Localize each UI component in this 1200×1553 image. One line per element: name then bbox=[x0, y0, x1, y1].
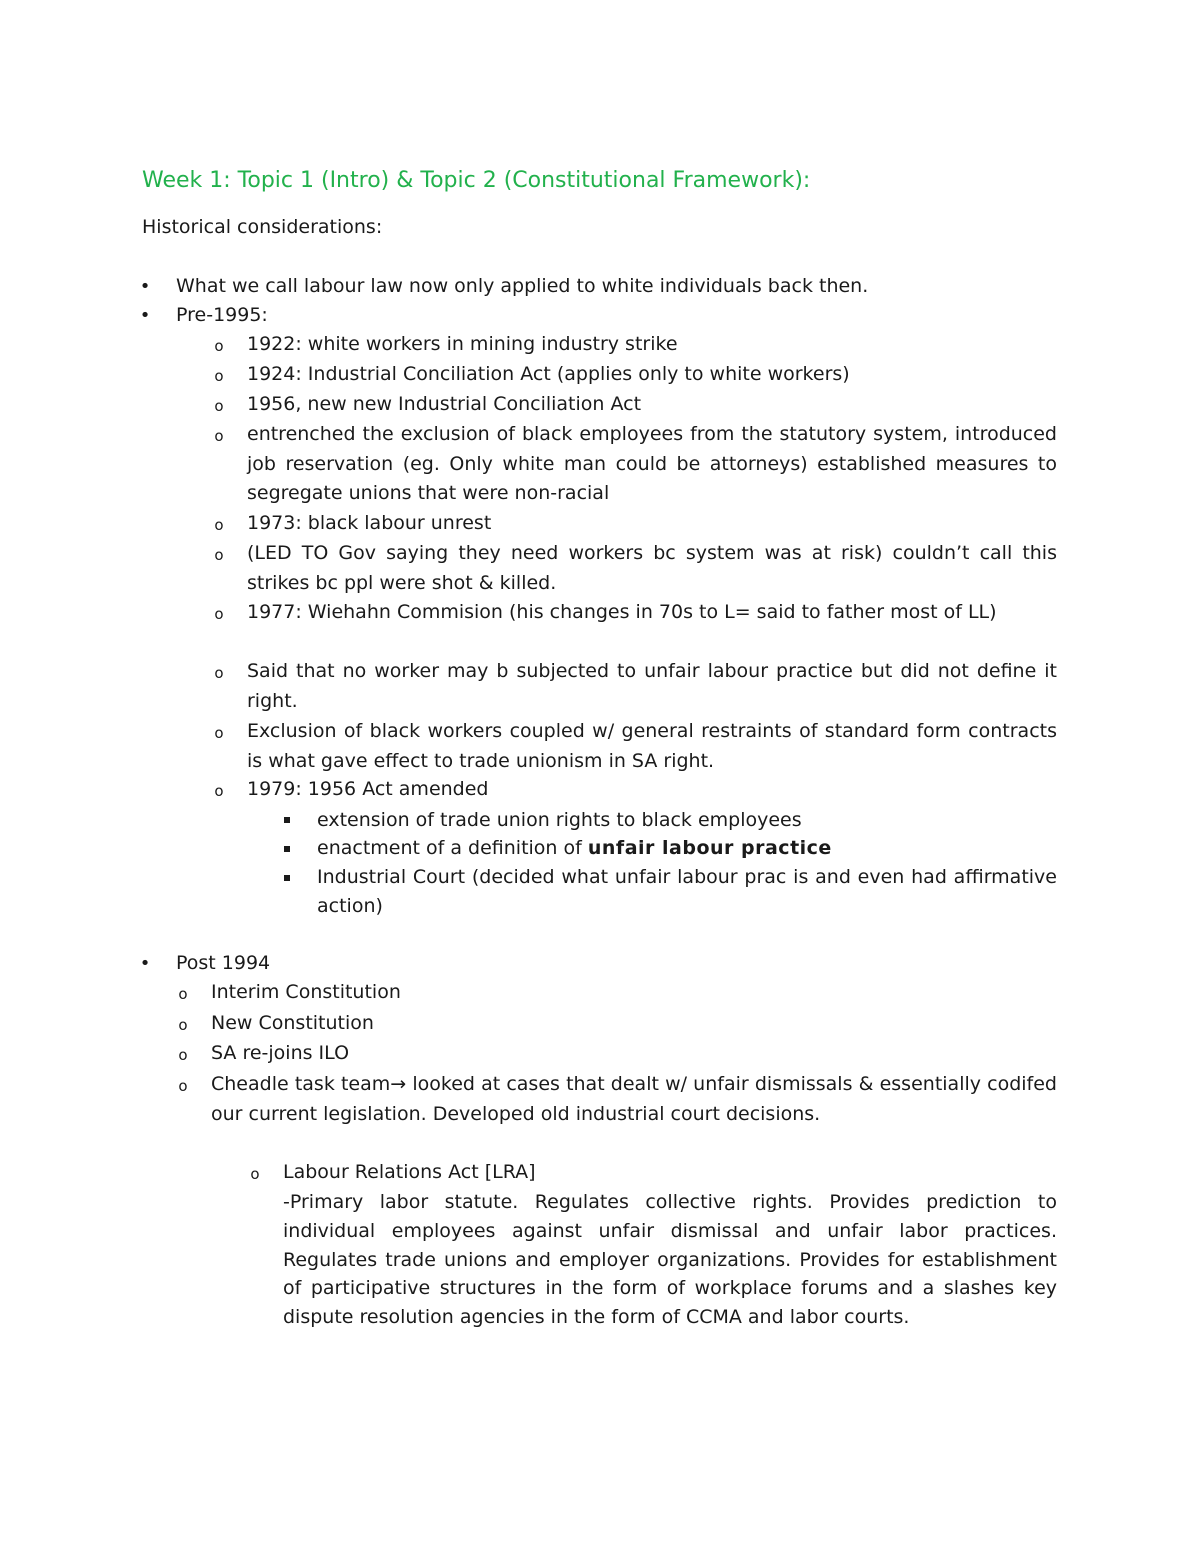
list-item: (LED TO Gov saying they need workers bc system was at risk) couldn’t call this strikes bc ppl were shot & killed. bbox=[247, 542, 1057, 594]
bullet-dot-icon: • bbox=[139, 953, 151, 974]
bullet-circle-icon: o bbox=[214, 337, 224, 355]
bullet-circle-icon: o bbox=[178, 1016, 188, 1034]
list-item: 1973: black labour unrest bbox=[247, 512, 492, 534]
bullet-square-icon bbox=[284, 817, 290, 823]
amend-text: enactment of a definition of bbox=[317, 837, 588, 859]
list-item: Said that no worker may b subjected to unfair labour practice but did not define it right. bbox=[247, 660, 1057, 712]
list-item: Interim Constitution bbox=[211, 981, 401, 1003]
list-item: Pre-1995: bbox=[176, 304, 268, 326]
bullet-square-icon bbox=[284, 846, 290, 852]
list-item: New Constitution bbox=[211, 1012, 374, 1034]
bullet-circle-icon: o bbox=[214, 397, 224, 415]
bullet-square-icon bbox=[284, 875, 290, 881]
bullet-circle-icon: o bbox=[214, 427, 224, 445]
key-term: unfair labour practice bbox=[587, 837, 832, 859]
bullet-circle-icon: o bbox=[214, 546, 224, 564]
lra-description: -Primary labor statute. Regulates collective rights. Provides prediction to individual employees against unfair dismissal and unfair labor practices. Regulates trade unions and employer organizations. Provides for establishment of participative structures in the form of workplace forums and a slashes key dispute resolution agencies in the form of CCMA and labor courts. bbox=[283, 1191, 1057, 1329]
list-item: 1977: Wiehahn Commision (his changes in 70s to L= said to father most of LL) bbox=[247, 601, 997, 623]
bullet-circle-icon: o bbox=[214, 367, 224, 385]
list-item: extension of trade union rights to black employees bbox=[317, 809, 802, 831]
list-item: entrenched the exclusion of black employees from the statutory system, introduced job reservation (eg. Only white man could be attorneys) established measures to segregate unions that were non-racial bbox=[247, 423, 1057, 504]
bullet-dot-icon: • bbox=[139, 305, 151, 326]
bullet-circle-icon: o bbox=[214, 782, 224, 800]
bullet-circle-icon: o bbox=[214, 724, 224, 742]
list-item: What we call labour law now only applied to white individuals back then. bbox=[176, 275, 869, 297]
list-item: 1979: 1956 Act amended bbox=[247, 778, 489, 800]
bullet-dot-icon: • bbox=[139, 276, 151, 297]
list-item: 1922: white workers in mining industry strike bbox=[247, 333, 678, 355]
cheadle-text: looked at cases that dealt w/ unfair dismissals & essentially codifed our current legislation. Developed old industrial court decisions. bbox=[211, 1073, 1057, 1125]
list-item bbox=[317, 834, 832, 863]
page-title: Week 1: Topic 1 (Intro) & Topic 2 (Constitutional Framework): bbox=[142, 168, 811, 193]
bullet-circle-icon: o bbox=[214, 605, 224, 623]
list-item bbox=[211, 1070, 1057, 1129]
bullet-circle-icon: o bbox=[250, 1165, 260, 1183]
bullet-circle-icon: o bbox=[178, 1077, 188, 1095]
list-item: SA re-joins ILO bbox=[211, 1042, 350, 1064]
list-item: 1956, new new Industrial Conciliation Act bbox=[247, 393, 642, 415]
list-item: Labour Relations Act [LRA] bbox=[283, 1161, 536, 1183]
bullet-circle-icon: o bbox=[214, 516, 224, 534]
section-subtitle: Historical considerations: bbox=[142, 216, 383, 238]
arrow-icon: → bbox=[390, 1073, 407, 1095]
list-item: 1924: Industrial Conciliation Act (applies only to white workers) bbox=[247, 363, 850, 385]
cheadle-title: Cheadle task team bbox=[211, 1073, 391, 1095]
bullet-circle-icon: o bbox=[214, 664, 224, 682]
bullet-circle-icon: o bbox=[178, 985, 188, 1003]
bullet-circle-icon: o bbox=[178, 1046, 188, 1064]
list-item: Exclusion of black workers coupled w/ general restraints of standard form contracts is what gave effect to trade unionism in SA right. bbox=[247, 720, 1057, 772]
list-item: Post 1994 bbox=[176, 952, 271, 974]
list-item: Industrial Court (decided what unfair labour prac is and even had affirmative action) bbox=[317, 866, 1057, 917]
